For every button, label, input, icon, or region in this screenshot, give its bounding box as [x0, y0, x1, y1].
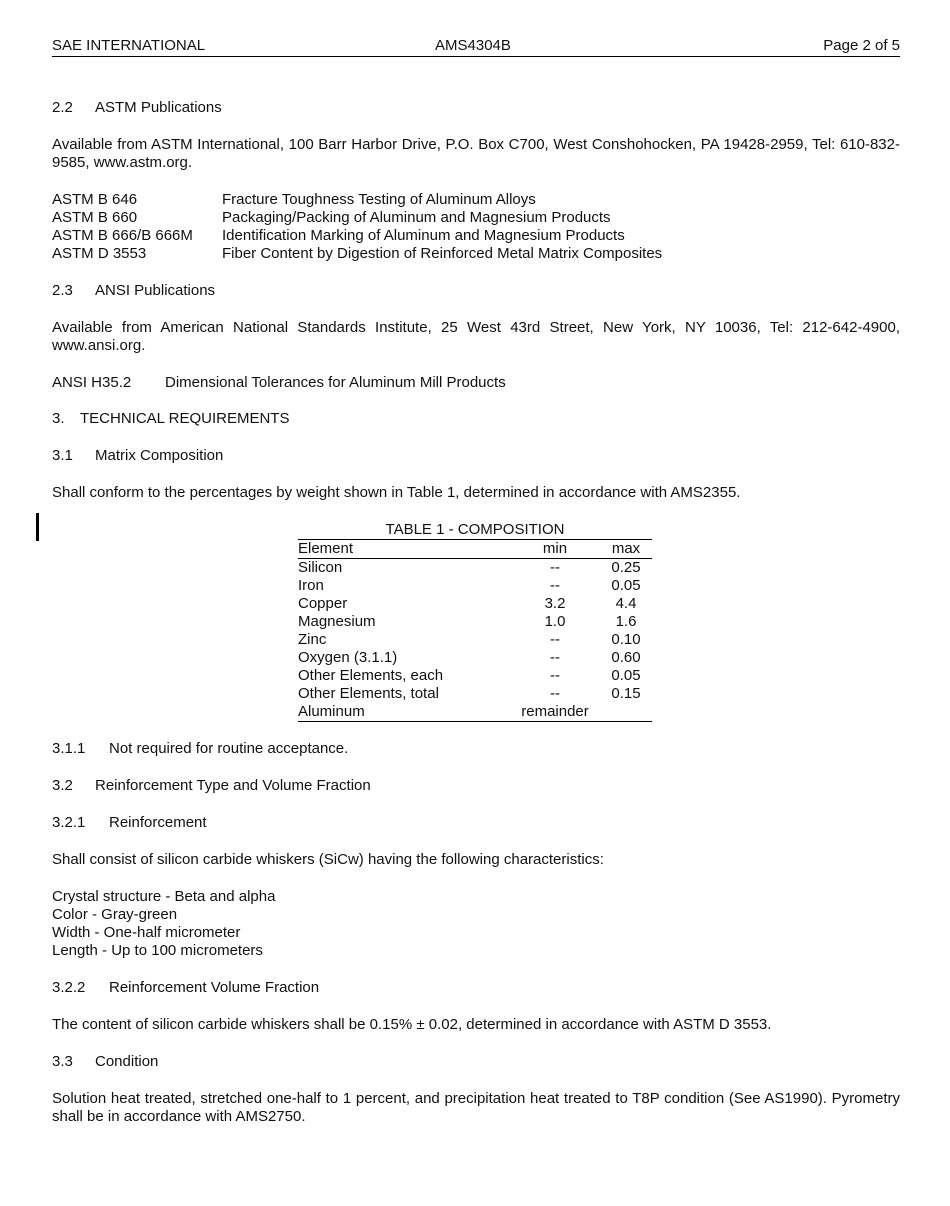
astm-availability-paragraph: Available from ASTM International, 100 Barr Harbor Drive, P.O. Box C700, West Conshohocken, PA 19428-2959, Tel: 610-832-9585, www.astm.org. — [52, 136, 900, 171]
max-cell: 0.05 — [611, 577, 641, 594]
table-row — [298, 703, 652, 722]
column-header-element: Element — [298, 540, 354, 557]
section-title: ASTM Publications — [95, 99, 222, 116]
element-cell: Magnesium — [298, 613, 376, 630]
max-cell — [600, 703, 652, 722]
min-cell: -- — [550, 631, 560, 648]
element-cell: Iron — [298, 577, 324, 594]
reference-code: ANSI H35.2 — [52, 374, 132, 391]
section-number: 3.1 — [52, 447, 73, 464]
section-title: Condition — [95, 1053, 159, 1070]
table-caption: TABLE 1 - COMPOSITION — [385, 521, 565, 538]
reference-code: ASTM B 666/B 666M — [52, 227, 193, 244]
table-row — [298, 577, 652, 595]
table-row — [298, 613, 652, 631]
max-cell: 0.05 — [611, 667, 641, 684]
section-number: 3.2.2 — [52, 979, 86, 996]
element-cell: Silicon — [298, 559, 343, 576]
composition-paragraph: Shall conform to the percentages by weight shown in Table 1, determined in accordance with AMS2355. — [52, 484, 741, 501]
table-row — [298, 631, 652, 649]
section-3-2-2-heading — [52, 979, 319, 997]
section-3-1-heading — [52, 447, 223, 465]
element-cell: Other Elements, total — [298, 685, 439, 702]
section-3-2-1-heading — [52, 814, 207, 832]
characteristic-item: Width - One-half micrometer — [52, 924, 241, 941]
max-cell: 0.25 — [611, 559, 641, 576]
section-number: 3.1.1 — [52, 740, 86, 757]
revision-change-bar — [36, 513, 39, 541]
section-number: 3.2.1 — [52, 814, 86, 831]
element-cell: Copper — [298, 595, 348, 612]
table-row — [298, 667, 652, 685]
min-cell: -- — [550, 649, 560, 666]
header-page-number: Page 2 of 5 — [823, 37, 900, 54]
max-cell: 0.15 — [611, 685, 641, 702]
min-cell: -- — [550, 577, 560, 594]
section-title: Reinforcement Volume Fraction — [109, 979, 320, 996]
min-cell: 3.2 — [544, 595, 566, 612]
reference-code: ASTM B 660 — [52, 209, 138, 226]
section-title: Not required for routine acceptance. — [109, 740, 349, 757]
volume-fraction-paragraph: The content of silicon carbide whiskers shall be 0.15% ± 0.02, determined in accordance with ASTM D 3553. — [52, 1016, 772, 1033]
min-cell: -- — [550, 559, 560, 576]
section-3-heading — [52, 410, 289, 428]
section-title: Matrix Composition — [95, 447, 224, 464]
section-3-1-1-heading — [52, 740, 348, 758]
section-number: 3.3 — [52, 1053, 73, 1070]
section-3-2-heading — [52, 777, 371, 795]
table-header-row — [298, 540, 652, 559]
section-3-3-heading — [52, 1053, 158, 1071]
reference-title: Dimensional Tolerances for Aluminum Mill Products — [165, 374, 506, 391]
section-title: TECHNICAL REQUIREMENTS — [80, 410, 290, 427]
reference-title: Fracture Toughness Testing of Aluminum Alloys — [222, 191, 536, 208]
reference-title: Packaging/Packing of Aluminum and Magnesium Products — [222, 209, 611, 226]
section-2-2-heading — [52, 99, 222, 117]
table-row — [298, 595, 652, 613]
min-cell: 1.0 — [544, 613, 566, 630]
reference-code: ASTM B 646 — [52, 191, 138, 208]
condition-paragraph: Solution heat treated, stretched one-half to 1 percent, and precipitation heat treated to T8P condition (See AS1990). Pyrometry shall be in accordance with AMS2750. — [52, 1090, 900, 1125]
characteristic-item: Length - Up to 100 micrometers — [52, 942, 263, 959]
reference-title: Identification Marking of Aluminum and Magnesium Products — [222, 227, 625, 244]
table-row — [298, 559, 652, 578]
max-cell: 0.10 — [611, 631, 641, 648]
column-header-min: min — [542, 540, 568, 557]
section-number: 2.2 — [52, 99, 73, 116]
reference-title: Fiber Content by Digestion of Reinforced Metal Matrix Composites — [222, 245, 663, 262]
element-cell: Aluminum — [298, 703, 365, 720]
max-cell: 1.6 — [615, 613, 637, 630]
section-2-3-heading — [52, 282, 215, 300]
section-title: Reinforcement — [109, 814, 207, 831]
section-number: 2.3 — [52, 282, 73, 299]
element-cell: Other Elements, each — [298, 667, 444, 684]
composition-table — [298, 521, 652, 722]
table-row — [298, 685, 652, 703]
element-cell: Oxygen (3.1.1) — [298, 649, 398, 666]
header-organization: SAE INTERNATIONAL — [52, 37, 206, 54]
ansi-availability-paragraph: Available from American National Standards Institute, 25 West 43rd Street, New York, NY 10036, Tel: 212-642-4900, www.ansi.org. — [52, 319, 900, 354]
reinforcement-paragraph: Shall consist of silicon carbide whiskers (SiCw) having the following characteristics: — [52, 851, 604, 868]
header-document-number: AMS4304B — [435, 37, 511, 54]
characteristic-item: Color - Gray-green — [52, 906, 178, 923]
element-cell: Zinc — [298, 631, 327, 648]
section-title: Reinforcement Type and Volume Fraction — [95, 777, 371, 794]
page-header — [52, 36, 900, 57]
section-number: 3.2 — [52, 777, 73, 794]
table-row — [298, 649, 652, 667]
max-cell: 0.60 — [611, 649, 641, 666]
reference-code: ASTM D 3553 — [52, 245, 147, 262]
min-cell: remainder — [521, 703, 589, 720]
max-cell: 4.4 — [615, 595, 637, 612]
characteristic-item: Crystal structure - Beta and alpha — [52, 888, 276, 905]
min-cell: -- — [550, 667, 560, 684]
min-cell: -- — [550, 685, 560, 702]
section-title: ANSI Publications — [95, 282, 216, 299]
section-number: 3. — [52, 410, 65, 427]
column-header-max: max — [611, 540, 641, 557]
